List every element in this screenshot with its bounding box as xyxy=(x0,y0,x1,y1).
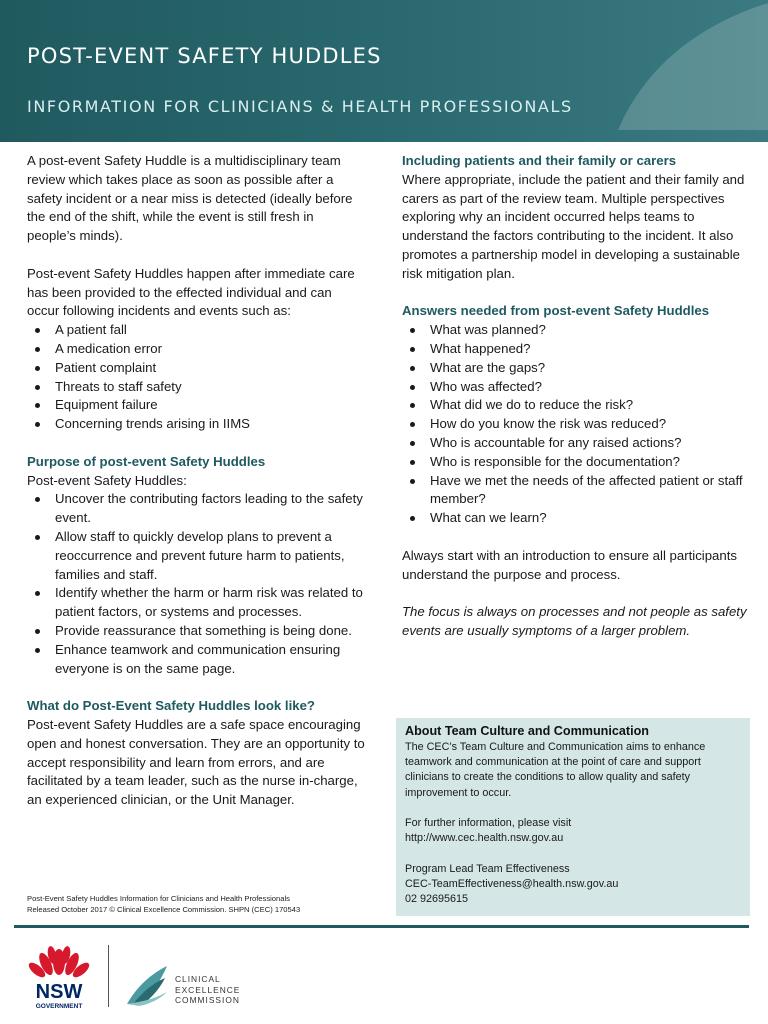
list-item: Patient complaint xyxy=(27,359,365,378)
cec-wordmark xyxy=(175,974,240,1006)
purpose-heading: Purpose of post-event Safety Huddles xyxy=(27,453,266,469)
right-column xyxy=(402,152,747,641)
list-item: A medication error xyxy=(27,340,365,359)
list-item: How do you know the risk was reduced? xyxy=(402,415,747,434)
list-item: What was planned? xyxy=(402,321,747,340)
team-culture-infobox xyxy=(396,718,750,916)
footnote-line: Released October 2017 © Clinical Excellence Commission. SHPN (CEC) 170543 xyxy=(27,905,301,914)
list-item: What did we do to reduce the risk? xyxy=(402,396,747,415)
happen-paragraph: Post-event Safety Huddles happen after immediate care has been provided to the effected individual and can occur following incidents and events such as: xyxy=(27,265,355,319)
patients-paragraph: Where appropriate, include the patient and their family and carers as part of the review team. Multiple perspectives exploring why an incident occurred helps teams to understand the factors contributing to the incident. It also promotes a partnership model in developing a sustainable risk mitigation plan. xyxy=(402,171,745,281)
cec-leaf-icon xyxy=(125,962,170,1006)
events-list xyxy=(27,321,365,434)
questions-list xyxy=(402,321,747,528)
purposes-list xyxy=(27,490,365,678)
list-item: A patient fall xyxy=(27,321,365,340)
focus-paragraph: The focus is always on processes and not people as safety events are usually symptoms of a larger problem. xyxy=(402,604,747,638)
cec-line: COMMISSION xyxy=(175,995,240,1006)
waratah-icon xyxy=(26,945,91,980)
list-item: Equipment failure xyxy=(27,396,365,415)
list-item: Uncover the contributing factors leading to the safety event. xyxy=(27,490,365,528)
list-item: Who is accountable for any raised actions? xyxy=(402,434,747,453)
infobox-url-link[interactable]: http://www.cec.health.nsw.gov.au xyxy=(405,832,564,845)
logo-separator xyxy=(108,945,109,1007)
look-paragraph: Post-event Safety Huddles are a safe space encouraging open and honest conversation. They are an opportunity to accept responsibility and learn from errors, and are facilitated by a team leader, such as the nurse in-charge, an experienced clinician, or the Unit Manager. xyxy=(27,716,365,808)
list-item: What happened? xyxy=(402,340,747,359)
infobox-phone: 02 92695615 xyxy=(405,893,469,905)
list-item: Who is responsible for the documentation? xyxy=(402,453,747,472)
look-heading: What do Post-Event Safety Huddles look like? xyxy=(27,698,315,714)
footer-divider xyxy=(14,925,749,928)
infobox-body: The CEC’s Team Culture and Communication aims to enhance teamwork and communication at the point of care and support clinicians to create the conditions to allow quality and safety improvement to occur. xyxy=(405,741,706,799)
list-item: Allow staff to quickly develop plans to prevent a reoccurrence and prevent future harm to patients, families and staff. xyxy=(27,528,365,584)
list-item: Threats to staff safety xyxy=(27,378,365,397)
list-item: What are the gaps? xyxy=(402,359,747,378)
list-item: Have we met the needs of the affected patient or staff member? xyxy=(402,472,747,510)
answers-heading: Answers needed from post-event Safety Huddles xyxy=(402,303,710,319)
list-item: Enhance teamwork and communication ensuring everyone is on the same page. xyxy=(27,641,365,679)
list-item: Provide reassurance that something is being done. xyxy=(27,622,365,641)
page-title: POST-EVENT SAFETY HUDDLES xyxy=(27,44,382,68)
cec-line: CLINICAL xyxy=(175,974,221,984)
left-column xyxy=(27,152,365,810)
nsw-wordmark: NSW xyxy=(35,981,83,1003)
nsw-government-label: GOVERNMENT xyxy=(35,1003,83,1010)
page-header xyxy=(0,0,768,142)
cec-line: EXCELLENCE xyxy=(175,984,241,995)
purpose-lead: Post-event Safety Huddles: xyxy=(27,472,187,488)
list-item: What can we learn? xyxy=(402,509,747,528)
patients-heading: Including patients and their family or carers xyxy=(402,153,677,168)
list-item: Identify whether the harm or harm risk was related to patient factors, or systems and processes. xyxy=(27,584,365,622)
footnote-line: Post-Event Safety Huddles Information for Clinicians and Health Professionals xyxy=(27,894,290,903)
footnote xyxy=(27,893,367,915)
intro-paragraph: A post-event Safety Huddle is a multidisciplinary team review which takes place as soon as possible after a safety incident or a near miss is detected (ideally before the end of the shift, while the event is still fresh in people’s minds). xyxy=(27,153,353,244)
list-item: Who was affected? xyxy=(402,378,747,397)
infobox-email-link[interactable]: CEC-TeamEffectiveness@health.nsw.gov.au xyxy=(405,877,619,890)
list-item: Concerning trends arising in IIMS xyxy=(27,415,365,434)
infobox-visit-label: For further information, please visit xyxy=(405,817,572,829)
leaf-pattern-icon xyxy=(578,0,768,130)
start-paragraph: Always start with an introduction to ensure all participants understand the purpose and process. xyxy=(402,547,737,582)
infobox-program: Program Lead Team Effectiveness xyxy=(405,862,570,875)
infobox-title: About Team Culture and Communication xyxy=(405,724,649,738)
nsw-government-logo xyxy=(26,940,92,1012)
page-subtitle: INFORMATION FOR CLINICIANS & HEALTH PROFESSIONALS xyxy=(27,97,573,116)
